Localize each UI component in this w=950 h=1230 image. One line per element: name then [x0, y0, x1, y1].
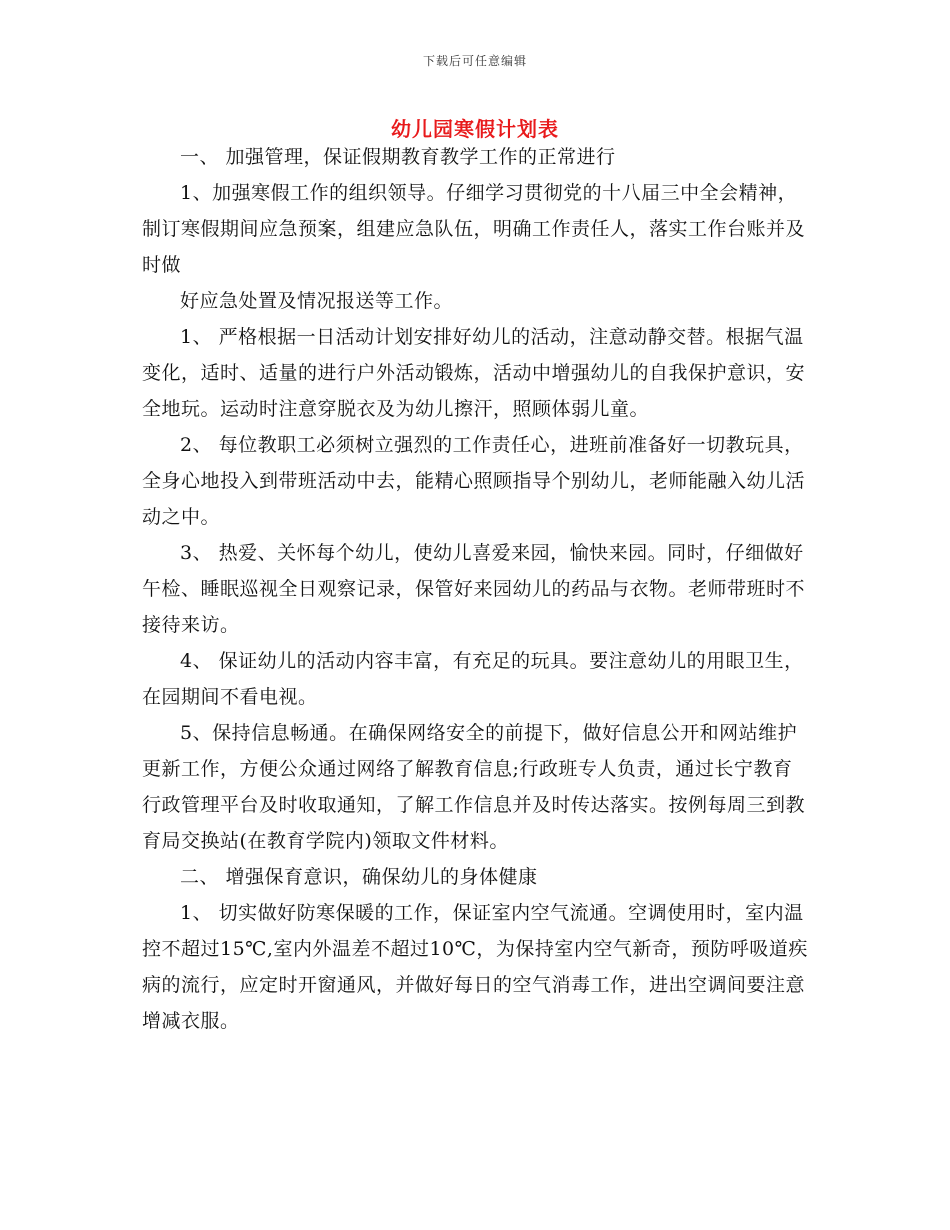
document-title: 幼儿园寒假计划表: [391, 117, 559, 141]
document-body: [142, 139, 808, 1039]
paragraph: 好应急处置及情况报送等工作。: [180, 290, 454, 312]
paragraph: 1、 切实做好防寒保暖的工作，保证室内空气流通。空调使用时，室内温控不超过15℃,室内外温差不超过10℃，为保持室内空气新奇，预防呼吸道疾病的流行，应定时开窗通风，并做好每日的空气消毒工作，进出空调间要注意增减衣服。: [142, 902, 808, 1032]
heading-section-2: 二、 增强保育意识，确保幼儿的身体健康: [180, 866, 538, 888]
paragraph: 4、 保证幼儿的活动内容丰富，有充足的玩具。要注意幼儿的用眼卫生，在园期间不看电视。: [142, 650, 804, 708]
paragraph: 5、保持信息畅通。在确保网络安全的前提下，做好信息公开和网站维护更新工作，方便公众通过网络了解教育信息;行政班专人负责，通过长宁教育行政管理平台及时收取通知，了解工作信息并及时传达落实。按例每周三到教育局交换站(在教育学院内)领取文件材料。: [142, 722, 806, 852]
paragraph: 2、 每位教职工必须树立强烈的工作责任心，进班前准备好一切教玩具，全身心地投入到带班活动中去，能精心照顾指导个别幼儿，老师能融入幼儿活动之中。: [142, 434, 806, 528]
paragraph: 1、 严格根据一日活动计划安排好幼儿的活动，注意动静交替。根据气温变化，适时、适量的进行户外活动锻炼，活动中增强幼儿的自我保护意识，安全地玩。运动时注意穿脱衣及为幼儿擦汗，照顾体弱儿童。: [142, 326, 806, 420]
paragraph: 3、 热爱、关怀每个幼儿，使幼儿喜爱来园，愉快来园。同时，仔细做好午检、睡眠巡视全日观察记录，保管好来园幼儿的药品与衣物。老师带班时不接待来访。: [142, 542, 806, 636]
heading-section-1: 一、 加强管理，保证假期教育教学工作的正常进行: [180, 146, 616, 168]
paragraph: 1、加强寒假工作的组织领导。仔细学习贯彻党的十八届三中全会精神，制订寒假期间应急预案，组建应急队伍，明确工作责任人，落实工作台账并及时做: [142, 182, 806, 276]
header-note: 下载后可任意编辑: [422, 54, 527, 68]
